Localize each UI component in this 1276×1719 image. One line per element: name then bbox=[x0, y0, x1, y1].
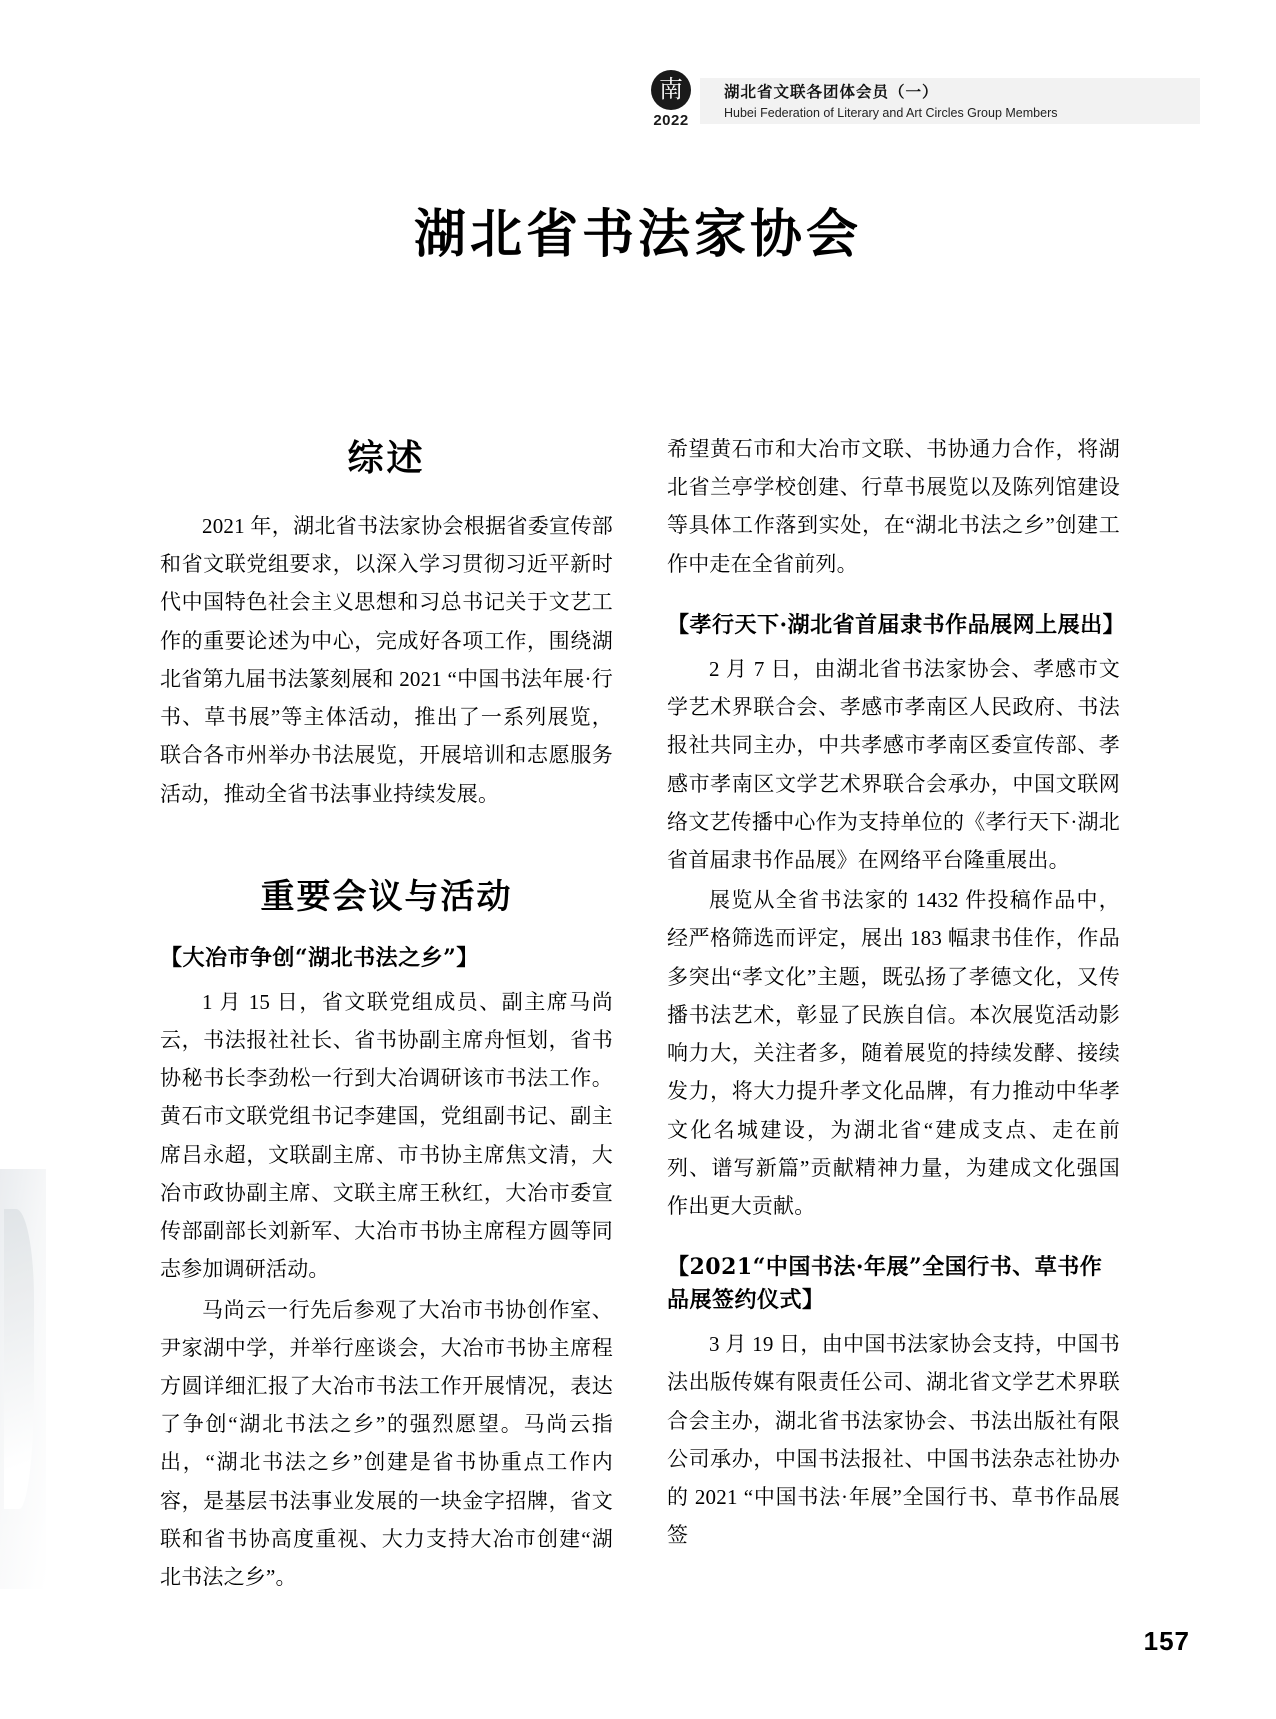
page-title: 湖北省书法家协会 bbox=[413, 204, 862, 265]
section-3-paragraph-1: 3 月 19 日，由中国书法家协会支持，中国书法出版传媒有限责任公司、湖北省文学艺术界联合会主办，湖北省书法家协会、书法出版社有限公司承办，中国书法报社、中国书法杂志社协办的 2021 “中国书法·年展”全国行书、草书作品展签 bbox=[667, 1332, 1120, 1548]
publication-logo bbox=[640, 70, 702, 132]
logo-year-label: 2022 bbox=[653, 112, 689, 129]
header-text-block bbox=[724, 80, 1057, 120]
logo-glyph: 南 bbox=[659, 77, 683, 103]
section-2-paragraph-1: 2 月 7 日，由湖北省书法家协会、孝感市文学艺术界联合会、孝感市孝南区人民政府、书法报社共同主办，中共孝感市孝南区委宣传部、孝感市孝南区文学艺术界联合会承办，中国文联网络文艺传播中心作为支持单位的《孝行天下·湖北省首届隶书作品展》在网络平台隆重展出。 bbox=[667, 656, 1120, 872]
header-title-chinese: 湖北省文联各团体会员（一） bbox=[724, 84, 939, 101]
section-1-heading: 【大冶市争创“湖北书法之乡”】 bbox=[160, 944, 479, 971]
section-2-paragraph-2: 展览从全省书法家的 1432 件投稿作品中，经严格筛选而评定，展出 183 幅隶书佳作，作品多突出“孝文化”主题，既弘扬了孝德文化，又传播书法艺术，彰显了民族自信。本次展览活动影响力大，关注者多，随着展览的持续发酵、接续发力，将大力提升孝文化品牌，有力推动中华孝文化名城建设，为湖北省“建成支点、走在前列、谱写新篇”贡献精神力量，为建成文化强国作出更大贡献。 bbox=[667, 888, 1120, 1218]
logo-circle-icon bbox=[651, 70, 691, 110]
left-column bbox=[160, 430, 613, 1598]
section-2-heading: 【孝行天下·湖北省首届隶书作品展网上展出】 bbox=[667, 611, 1126, 638]
continued-paragraph: 希望黄石市和大冶市文联、书协通力合作，将湖北省兰亭学校创建、行草书展览以及陈列馆建设等具体工作落到实处，在“湖北书法之乡”创建工作中走在全省前列。 bbox=[667, 437, 1120, 576]
section-1-paragraph-2: 马尚云一行先后参观了大冶市书协创作室、尹家湖中学，并举行座谈会，大冶市书协主席程方圆详细汇报了大冶市书法工作开展情况，表达了争创“湖北书法之乡”的强烈愿望。马尚云指出，“湖北书法之乡”创建是省书协重点工作内容，是基层书法事业发展的一块金字招牌，省文联和省书协高度重视、大力支持大冶市创建“湖北书法之乡”。 bbox=[160, 1297, 613, 1590]
section-3-heading: 【2021“中国书法·年展”全国行书、草书作品展签约仪式】 bbox=[667, 1254, 1103, 1314]
decorative-corner-wash bbox=[0, 1169, 46, 1589]
page-number: 157 bbox=[1143, 1626, 1190, 1656]
overview-title: 综述 bbox=[347, 438, 426, 479]
article-body bbox=[160, 430, 1126, 1598]
page-header bbox=[620, 70, 1200, 130]
section-1-paragraph-1: 1 月 15 日，省文联党组成员、副主席马尚云，书法报社社长、省书协副主席舟恒划，省书协秘书长李劲松一行到大冶调研该市书法工作。黄石市文联党组书记李建国，党组副书记、副主席吕永超，文联副主席、市书协主席焦文清，大冶市政协副主席、文联主席王秋红，大冶市委宣传部副部长刘新军、大冶市书协主席程方圆等同志参加调研活动。 bbox=[160, 989, 613, 1282]
meetings-title: 重要会议与活动 bbox=[260, 876, 513, 917]
header-title-english: Hubei Federation of Literary and Art Circles Group Members bbox=[724, 106, 1058, 120]
overview-paragraph: 2021 年，湖北省书法家协会根据省委宣传部和省文联党组要求，以深入学习贯彻习近平新时代中国特色社会主义思想和习总书记关于文艺工作的重要论述为中心，完成好各项工作，围绕湖北省第九届书法篆刻展和 2021 “中国书法年展·行书、草书展”等主体活动，推出了一系列展览，联合各市州举办书法展览，开展培训和志愿服务活动，推动全省书法事业持续发展。 bbox=[160, 514, 613, 806]
right-column bbox=[667, 430, 1126, 1598]
